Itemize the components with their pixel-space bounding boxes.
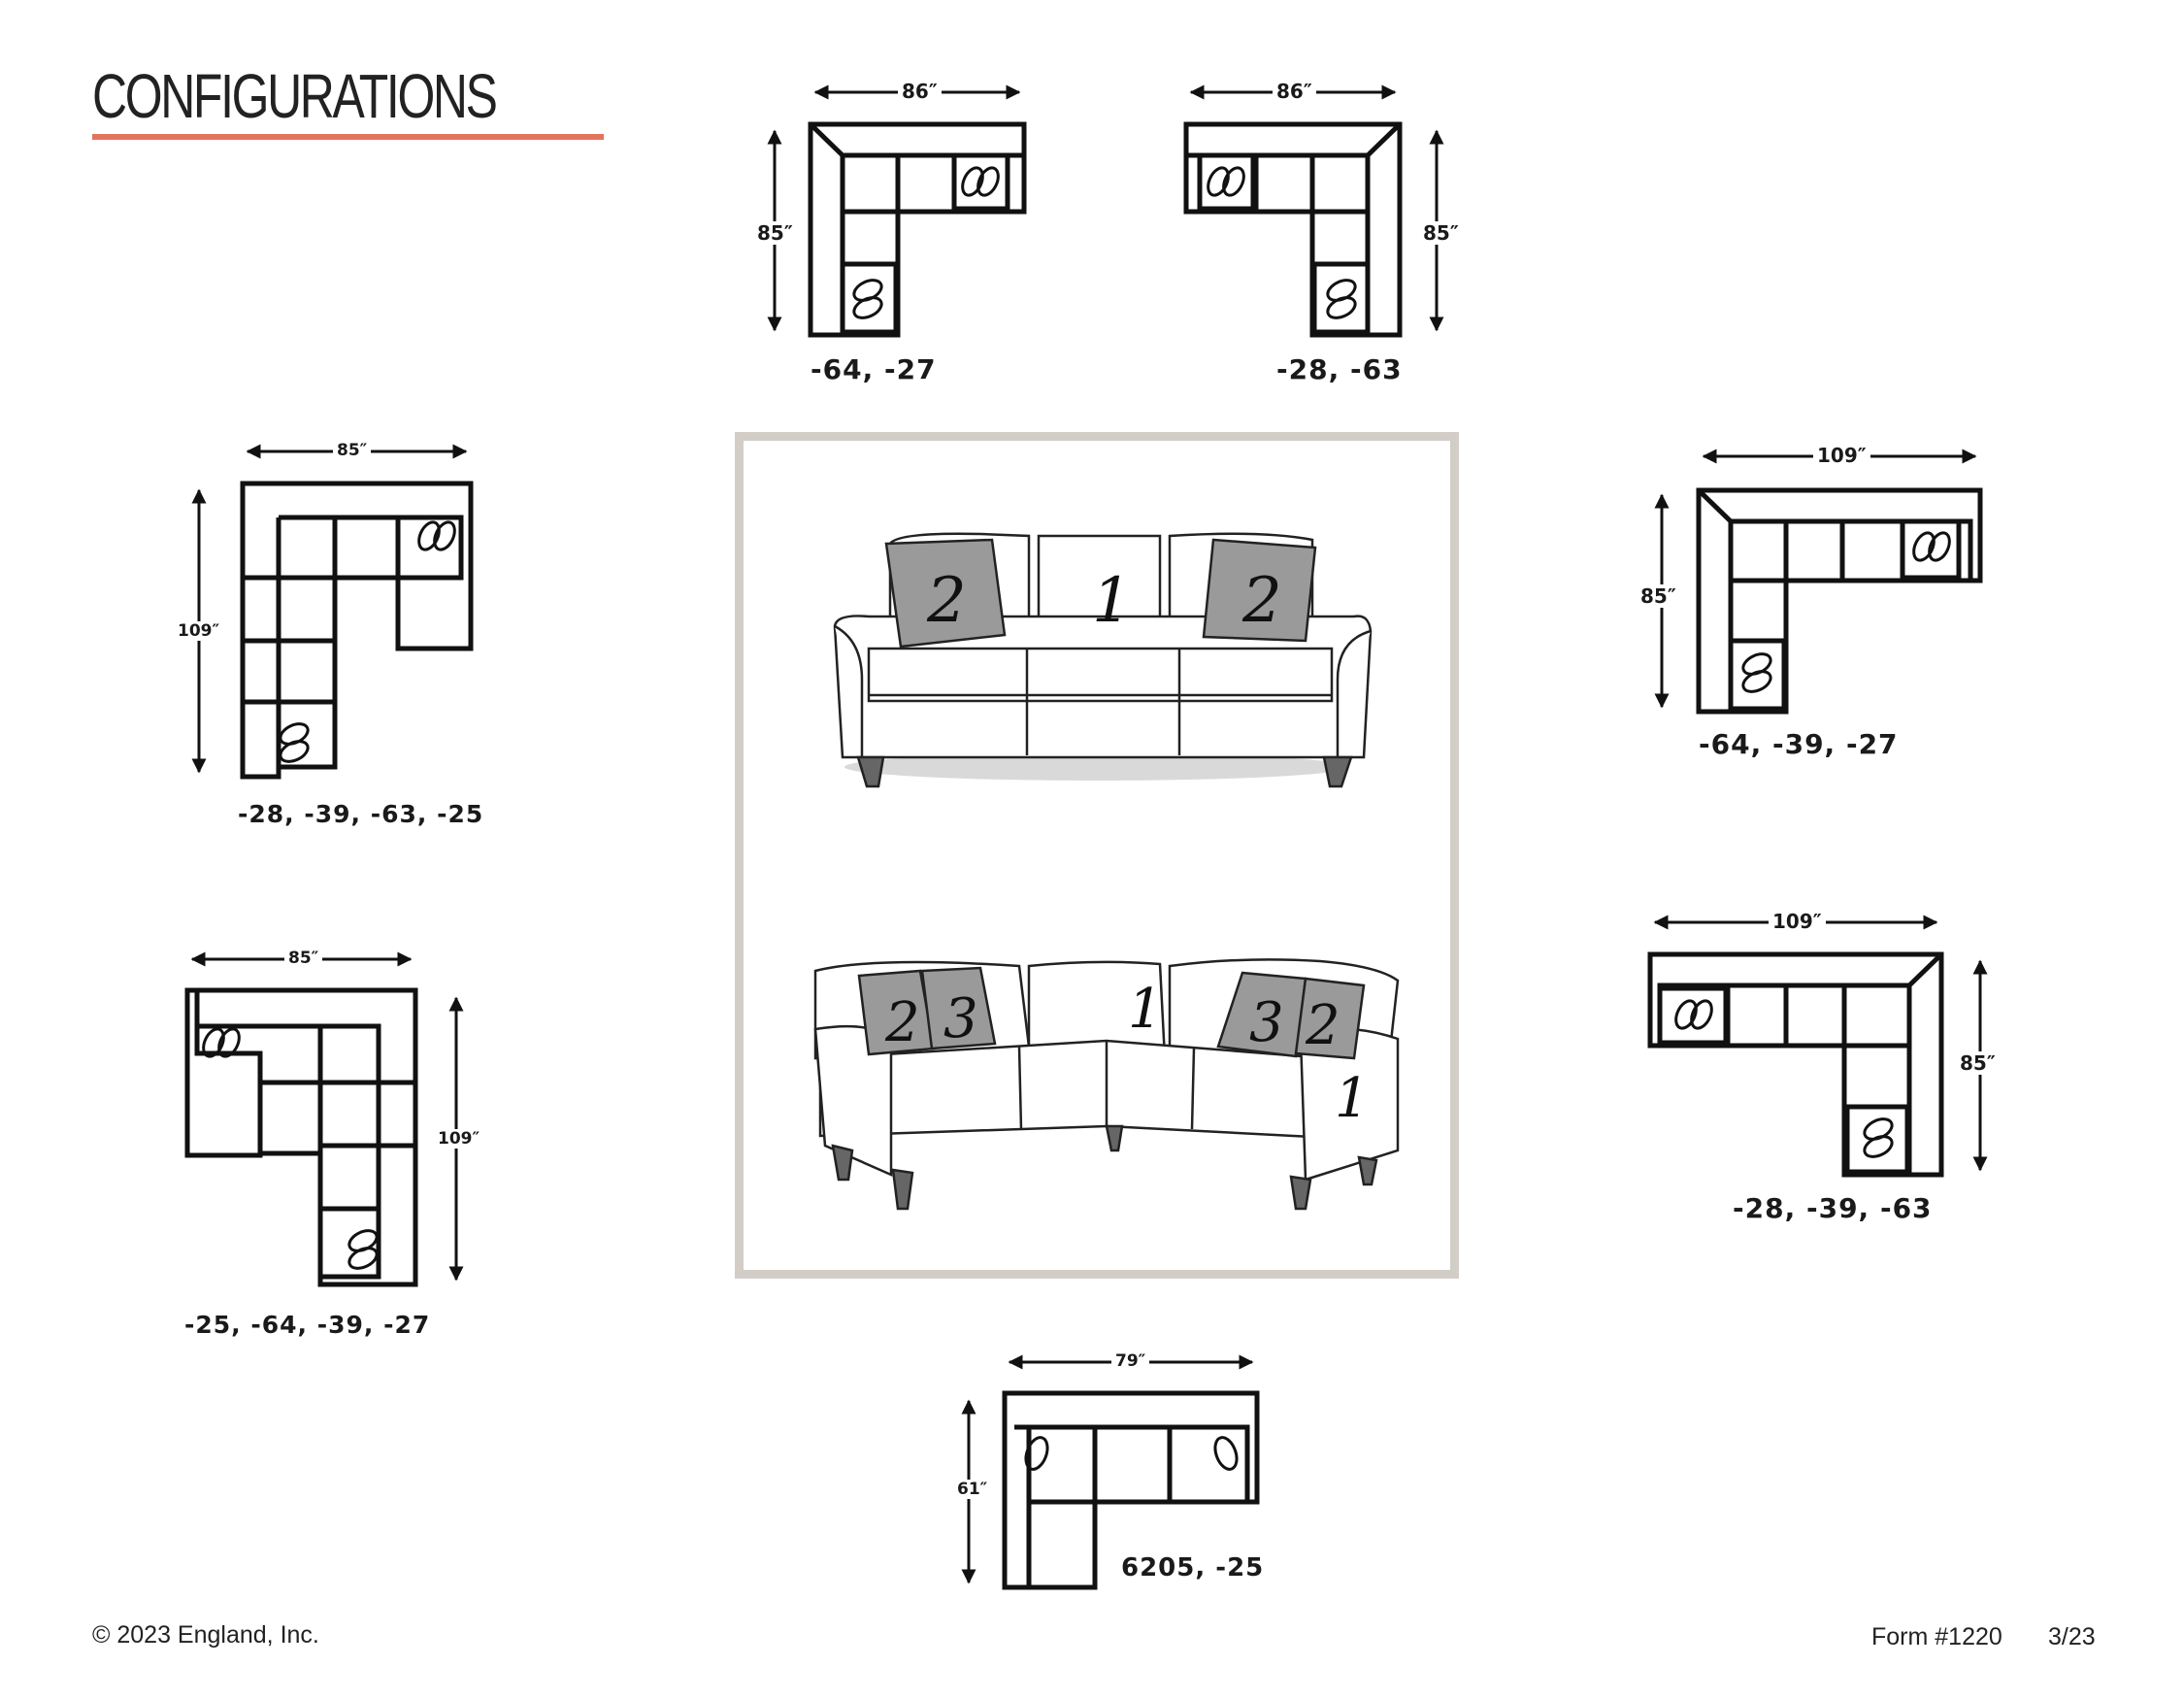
config-code-c1: -64, -27 [811,353,937,385]
config-code-c3: -28, -39, -63, -25 [238,800,484,828]
width-label-c1: 86″ [898,80,942,103]
width-label-c6: 109″ [1769,910,1826,933]
config-code-c2: -28, -63 [1276,353,1403,385]
width-label-c5: 85″ [284,949,322,968]
form-date: 3/23 [2048,1623,2096,1650]
width-label-c2: 86″ [1273,80,1316,103]
config-code-c7: 6205, -25 [1121,1553,1265,1582]
config-plan-c4 [1699,490,1980,712]
page-title: CONFIGURATIONS [92,61,496,131]
config-plan-c2 [1186,124,1400,335]
depth-label-c4: 85″ [1637,584,1680,608]
config-plan-c5 [187,990,415,1284]
config-plan-c1 [811,124,1024,335]
width-label-c3: 85″ [333,441,371,460]
width-label-c7: 79″ [1111,1351,1149,1371]
config-plan-c3 [243,483,471,777]
copyright-text: © 2023 England, Inc. [92,1621,319,1649]
form-number: Form #1220 [1871,1623,2002,1650]
sectional-pillow-number: 3 [1249,991,1284,1054]
depth-label-c2: 85″ [1419,221,1463,245]
config-code-c5: -25, -64, -39, -27 [184,1311,431,1339]
sofa-pillow-number: 2 [1242,565,1282,637]
sofa-pillow-number: 2 [927,565,967,637]
sectional-pillow-number: 3 [943,987,978,1050]
config-code-c4: -64, -39, -27 [1699,728,1899,760]
depth-label-c3: 109″ [174,621,223,641]
sectional-pillow-number: 2 [1306,994,1340,1057]
sectional-pillow-number: 1 [1128,978,1163,1041]
sectional-pillow-number: 2 [885,991,920,1054]
depth-label-c1: 85″ [753,221,797,245]
config-plan-c6 [1650,954,1941,1175]
config-code-c6: -28, -39, -63 [1733,1192,1933,1224]
depth-label-c6: 85″ [1956,1051,2000,1075]
sectional-pillow-number: 1 [1335,1067,1370,1130]
sofa-pillow-number: 1 [1092,565,1132,637]
depth-label-c5: 109″ [434,1129,483,1149]
depth-label-c7: 61″ [953,1480,991,1499]
width-label-c4: 109″ [1813,444,1870,467]
